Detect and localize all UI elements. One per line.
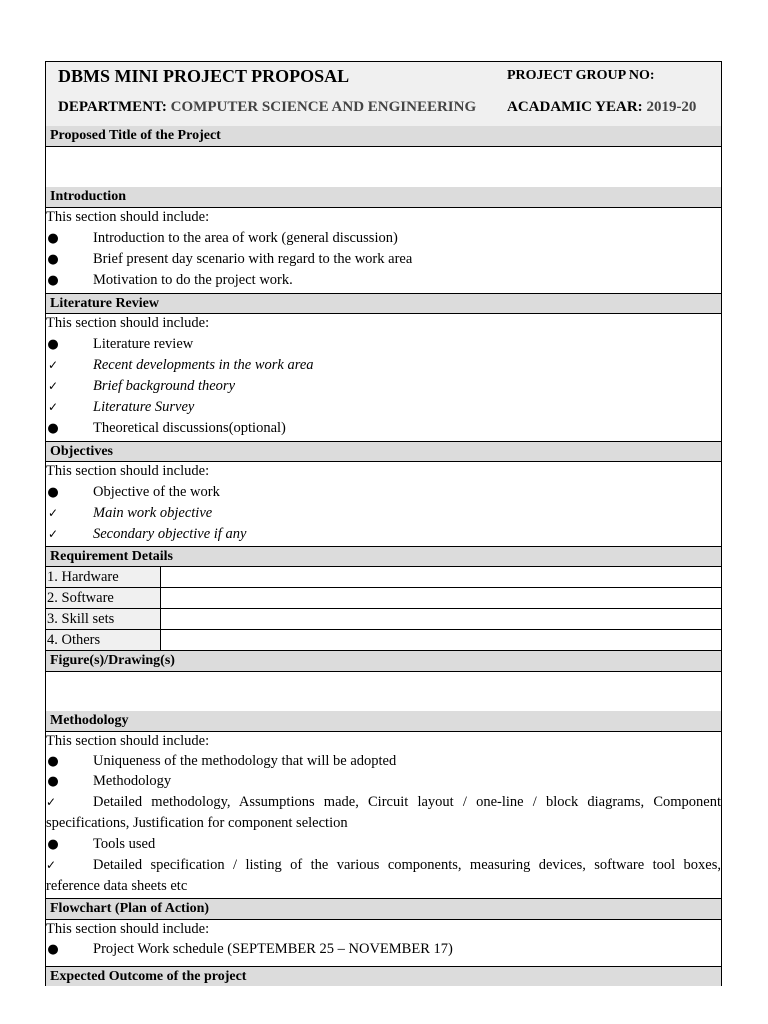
checkmark-icon: ✓ <box>46 795 57 809</box>
list-item: ● Methodology <box>46 771 721 792</box>
academic-year <box>507 99 696 116</box>
flowchart-heading: Flowchart (Plan of Action) <box>46 898 721 920</box>
department-label: DEPARTMENT: <box>58 99 167 115</box>
bullet-icon: ● <box>47 837 59 852</box>
table-row <box>46 567 721 588</box>
literature-review-heading: Literature Review <box>46 293 721 314</box>
requirement-label: 3. Skill sets <box>46 609 161 629</box>
methodology-heading: Methodology <box>46 711 721 732</box>
list-item: ● Objective of the work <box>46 482 721 503</box>
requirement-label: 2. Software <box>46 588 161 608</box>
bullet-icon: ● <box>47 754 59 769</box>
list-item: ✓ Recent developments in the work area <box>46 355 721 376</box>
list-item-continuation: reference data sheets etc <box>46 878 188 894</box>
introduction-heading: Introduction <box>46 187 721 208</box>
bullet-icon: ● <box>47 774 59 789</box>
form-title: DBMS MINI PROJECT PROPOSAL <box>58 66 350 86</box>
methodology-intro: This section should include: <box>46 733 210 749</box>
checkmark-icon: ✓ <box>47 379 59 393</box>
checkmark-icon: ✓ <box>47 527 59 541</box>
expected-outcome-heading: Expected Outcome of the project <box>46 966 721 986</box>
list-item: ✓ Detailed specification / listing of the various components, measuring devices, software tool boxes, <box>46 855 721 876</box>
bullet-icon: ● <box>47 273 59 288</box>
figures-field[interactable] <box>46 672 721 712</box>
table-row <box>46 609 721 630</box>
list-item: ✓ Secondary objective if any <box>46 524 721 545</box>
bullet-icon: ● <box>47 485 59 500</box>
requirement-label: 4. Others <box>46 630 161 650</box>
list-item: ● Introduction to the area of work (general discussion) <box>46 228 721 249</box>
list-item: ● Uniqueness of the methodology that will be adopted <box>46 751 721 772</box>
checkmark-icon: ✓ <box>47 506 59 520</box>
figures-heading: Figure(s)/Drawing(s) <box>46 651 721 672</box>
checkmark-icon: ✓ <box>46 858 57 872</box>
list-item: ✓ Brief background theory <box>46 376 721 397</box>
proposed-title-heading: Proposed Title of the Project <box>46 126 721 147</box>
table-row <box>46 630 721 651</box>
list-item: ✓ Main work objective <box>46 503 721 524</box>
department <box>58 99 476 116</box>
proposed-title-field[interactable] <box>46 147 721 188</box>
objectives-heading: Objectives <box>46 441 721 462</box>
list-item-continuation: specifications, Justification for component selection <box>46 815 348 831</box>
list-item: ● Literature review <box>46 334 721 355</box>
list-item: ✓ Detailed methodology, Assumptions made, Circuit layout / one-line / block diagrams, Component <box>46 792 721 813</box>
flowchart-intro: This section should include: <box>46 921 210 937</box>
objectives-intro: This section should include: <box>46 463 210 479</box>
list-item: ● Brief present day scenario with regard to the work area <box>46 249 721 270</box>
list-item: ● Tools used <box>46 834 721 855</box>
table-row <box>46 588 721 609</box>
literature-intro: This section should include: <box>46 315 210 331</box>
bullet-icon: ● <box>47 942 59 957</box>
checkmark-icon: ✓ <box>47 400 59 414</box>
list-item: ● Motivation to do the project work. <box>46 270 721 291</box>
academic-year-label: ACADAMIC YEAR: <box>507 99 643 115</box>
bullet-icon: ● <box>47 252 59 267</box>
introduction-intro: This section should include: <box>46 209 210 225</box>
checkmark-icon: ✓ <box>47 358 59 372</box>
academic-year-value: 2019-20 <box>646 99 697 115</box>
requirement-label: 1. Hardware <box>46 567 161 587</box>
department-value: COMPUTER SCIENCE AND ENGINEERING <box>170 99 477 115</box>
bullet-icon: ● <box>47 231 59 246</box>
list-item: ● Theoretical discussions(optional) <box>46 418 721 439</box>
list-item: ✓ Literature Survey <box>46 397 721 418</box>
proposal-form <box>45 61 722 986</box>
list-item: ● Project Work schedule (SEPTEMBER 25 – NOVEMBER 17) <box>46 939 721 960</box>
bullet-icon: ● <box>47 421 59 436</box>
form-header <box>46 62 721 127</box>
requirement-details-heading: Requirement Details <box>46 546 721 567</box>
project-group-label: PROJECT GROUP NO: <box>507 68 655 83</box>
bullet-icon: ● <box>47 337 59 352</box>
